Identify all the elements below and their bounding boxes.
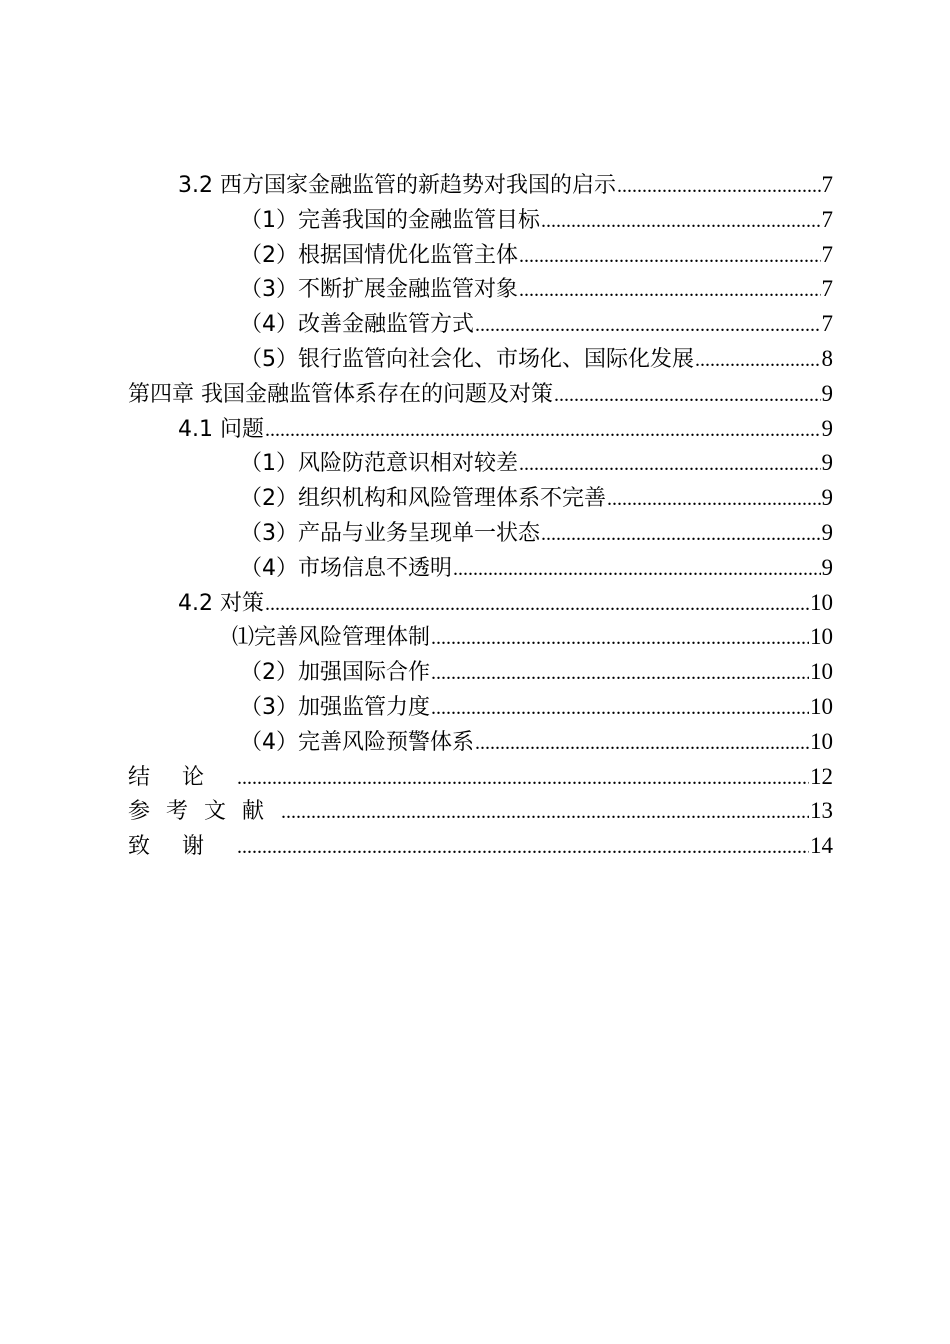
toc-entry-title: （4）完善风险预警体系 xyxy=(240,729,474,755)
toc-entry-title: （2）组织机构和风险管理体系不完善 xyxy=(240,486,606,512)
toc-entry[interactable] xyxy=(128,586,833,621)
toc-entry-title: （1）风险防范意识相对较差 xyxy=(240,451,518,477)
toc-leader-dots xyxy=(541,517,821,552)
toc-entry[interactable] xyxy=(128,203,833,238)
toc-entry[interactable] xyxy=(128,620,833,655)
toc-entry-title: （4）改善金融监管方式 xyxy=(240,312,474,338)
toc-entry[interactable] xyxy=(128,481,833,516)
toc-leader-dots xyxy=(431,691,809,726)
toc-entry-title: （3）加强监管力度 xyxy=(240,694,430,720)
toc-entry-page: 9 xyxy=(821,415,833,441)
toc-entry-page: 10 xyxy=(810,589,833,615)
toc-leader-dots xyxy=(237,830,809,865)
toc-entry-page: 9 xyxy=(821,519,833,545)
toc-entry[interactable] xyxy=(128,342,833,377)
toc-leader-dots xyxy=(431,621,809,656)
toc-entry-title: 参考文献 xyxy=(128,799,281,825)
toc-entry[interactable] xyxy=(128,446,833,481)
toc-entry-title: 4.1 问题 xyxy=(178,416,264,442)
toc-entry-title: 致谢 xyxy=(128,834,237,860)
toc-leader-dots xyxy=(607,482,821,517)
toc-entry[interactable] xyxy=(128,551,833,586)
toc-entry-title: 4.2 对策 xyxy=(178,590,264,616)
toc-leader-dots xyxy=(695,343,821,378)
toc-entry[interactable] xyxy=(128,168,833,203)
toc-entry[interactable] xyxy=(128,412,833,447)
toc-entry-title: 3.2 西方国家金融监管的新趋势对我国的启示 xyxy=(178,173,616,198)
toc-entry-title: ⑴完善风险管理体制 xyxy=(232,625,431,651)
toc-entry[interactable] xyxy=(128,690,833,725)
toc-entry-page: 7 xyxy=(821,172,833,197)
toc-entry-page: 10 xyxy=(810,693,833,719)
toc-entry-title: （3）产品与业务呈现单一状态 xyxy=(240,520,540,546)
toc-entry[interactable] xyxy=(128,516,833,551)
toc-leader-dots xyxy=(519,273,821,308)
toc-entry-title: （4）市场信息不透明 xyxy=(240,555,452,581)
toc-entry[interactable] xyxy=(128,829,833,864)
toc-entry-title: 结论 xyxy=(128,764,237,790)
table-of-contents xyxy=(128,168,833,864)
toc-entry-page: 7 xyxy=(821,206,833,232)
toc-entry-title: （2）加强国际合作 xyxy=(240,660,430,686)
toc-entry-page: 10 xyxy=(810,624,833,650)
toc-entry-page: 8 xyxy=(821,345,833,371)
toc-leader-dots xyxy=(265,413,821,448)
toc-entry[interactable] xyxy=(128,377,833,412)
toc-entry-title: （3）不断扩展金融监管对象 xyxy=(240,277,518,303)
toc-entry-page: 9 xyxy=(821,485,833,511)
toc-leader-dots xyxy=(519,239,821,274)
toc-leader-dots xyxy=(453,552,821,587)
toc-entry[interactable] xyxy=(128,307,833,342)
toc-leader-dots xyxy=(475,308,821,343)
toc-entry-page: 9 xyxy=(821,380,833,406)
toc-entry-page: 9 xyxy=(821,450,833,476)
toc-leader-dots xyxy=(281,795,809,830)
toc-entry[interactable] xyxy=(128,655,833,690)
toc-entry[interactable] xyxy=(128,725,833,760)
toc-leader-dots xyxy=(541,204,821,239)
toc-leader-dots xyxy=(475,726,809,761)
toc-leader-dots xyxy=(237,761,809,796)
toc-entry-title: （5）银行监管向社会化、市场化、国际化发展 xyxy=(240,346,694,372)
toc-entry[interactable] xyxy=(128,272,833,307)
toc-entry[interactable] xyxy=(128,238,833,273)
toc-entry-title: （1）完善我国的金融监管目标 xyxy=(240,207,540,233)
toc-entry-page: 13 xyxy=(810,798,833,824)
toc-entry-title: （2）根据国情优化监管主体 xyxy=(240,242,518,268)
toc-leader-dots xyxy=(431,656,809,691)
toc-leader-dots xyxy=(554,378,821,413)
toc-entry-page: 7 xyxy=(821,241,833,267)
toc-entry-page: 7 xyxy=(821,311,833,337)
toc-leader-dots xyxy=(265,587,809,622)
toc-entry[interactable] xyxy=(128,760,833,795)
toc-entry-page: 7 xyxy=(821,276,833,302)
toc-entry-page: 12 xyxy=(810,763,833,789)
toc-leader-dots xyxy=(617,169,821,204)
toc-entry-page: 14 xyxy=(810,833,833,859)
toc-entry-page: 9 xyxy=(821,554,833,580)
toc-entry-title: 第四章 我国金融监管体系存在的问题及对策 xyxy=(128,381,553,407)
toc-entry-page: 10 xyxy=(810,728,833,754)
toc-entry[interactable] xyxy=(128,794,833,829)
toc-leader-dots xyxy=(519,447,821,482)
toc-entry-page: 10 xyxy=(810,659,833,685)
